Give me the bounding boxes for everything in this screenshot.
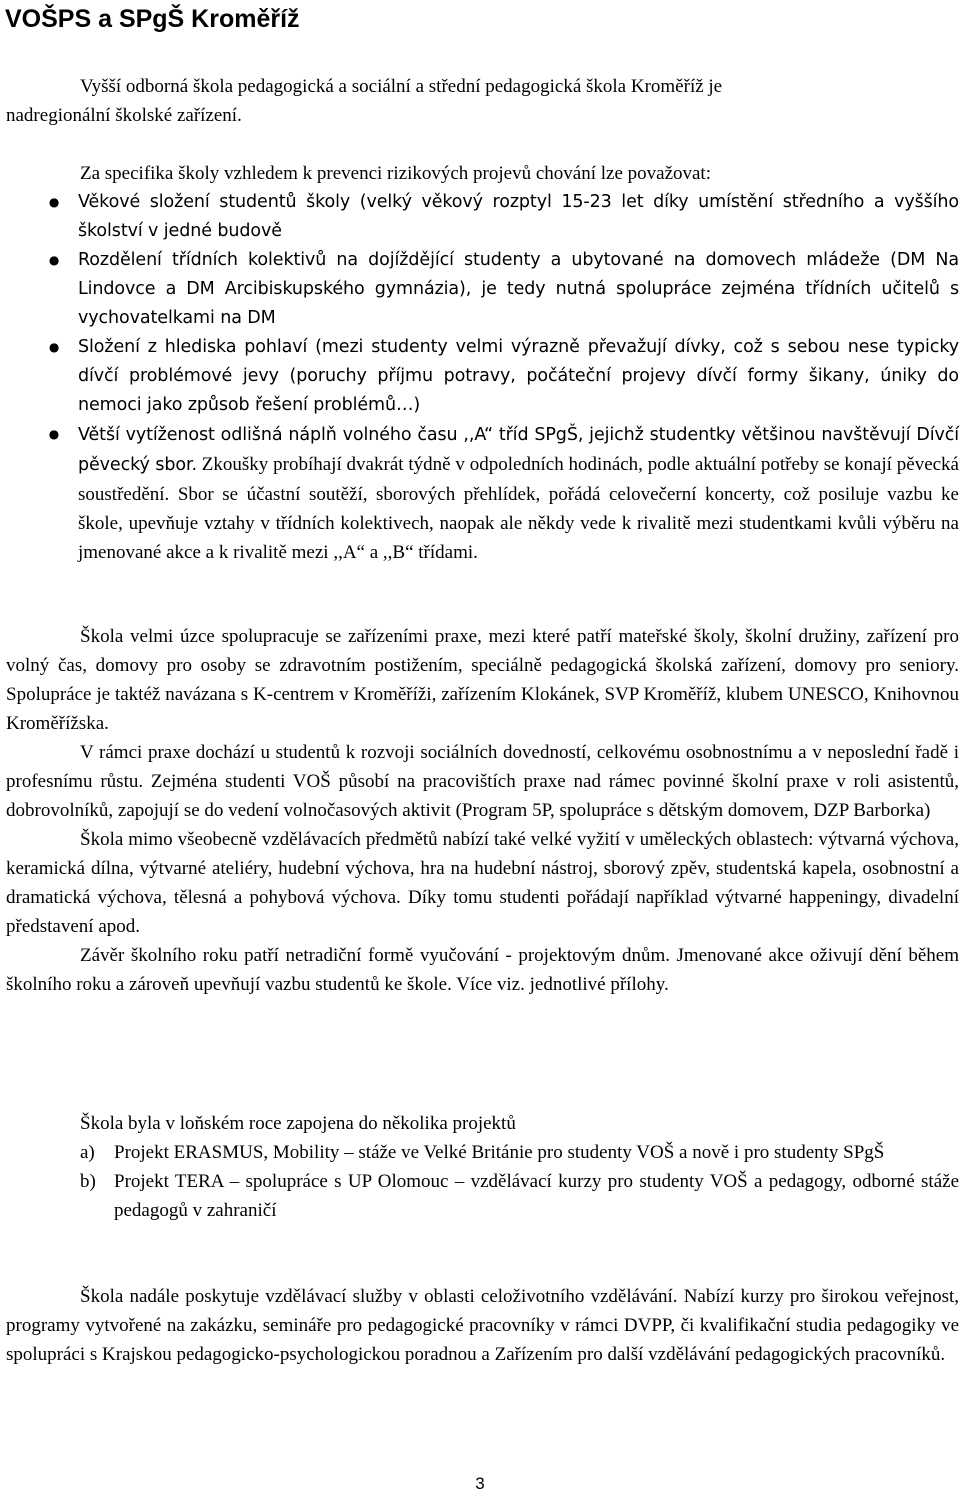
body-section <box>6 622 959 999</box>
list-item <box>44 188 959 246</box>
lifelong-section <box>6 1282 959 1369</box>
bullet-icon: ● <box>48 253 60 267</box>
paragraph-end-of-year: Závěr školního roku patří netradiční formě vyučování - projektovým dnům. Jmenované akce oživují dění během školního roku a zároveň upevňují vazbu studentů ke škole. Více viz. jednotlivé přílohy. <box>6 945 959 995</box>
list-item <box>44 246 959 333</box>
projects-list <box>80 1138 959 1225</box>
bullet-icon: ● <box>48 195 60 209</box>
list-marker: a) <box>80 1142 95 1163</box>
list-item <box>80 1138 959 1167</box>
list-item <box>44 333 959 420</box>
list-item-text: Věkové složení studentů školy (velký věkový rozptyl 15-23 let díky umístění středního a vyššího školství v jedné budově <box>78 192 959 241</box>
list-item <box>80 1167 959 1225</box>
intro-line-2: nadregionální školské zařízení. <box>6 105 242 126</box>
list-marker: b) <box>80 1171 96 1192</box>
specifics-list <box>44 188 959 567</box>
projects-lead: Škola byla v loňském roce zapojena do několika projektů <box>80 1113 516 1134</box>
list-item-text: Projekt TERA – spolupráce s UP Olomouc – vzdělávací kurzy pro studenty VOŠ a pedagogy, odborné stáže pedagogů v zahraničí <box>114 1171 959 1221</box>
page-number: 3 <box>475 1474 485 1493</box>
paragraph-subjects: Škola mimo všeobecně vzdělávacích předmětů nabízí také velké vyžití v uměleckých oblastech: výtvarná výchova, keramická dílna, výtvarné ateliéry, hudební výchova, hra na hudební nástroj, sborový zpěv, studentská kapela, osobnostní a dramatická výchova, tělesná a pohybová výchova. Díky tomu studenti pořádají například výtvarné happeningy, divadelní představení apod. <box>6 829 959 937</box>
intro-line-1: Vyšší odborná škola pedagogická a sociální a střední pedagogická škola Kroměříž je <box>80 76 723 97</box>
bullet-icon: ● <box>48 340 60 354</box>
page-title: VOŠPS a SPgŠ Kroměříž <box>5 5 300 33</box>
paragraph-lifelong-learning: Škola nadále poskytuje vzdělávací služby v oblasti celoživotního vzdělávání. Nabízí kurzy pro širokou veřejnost, programy vytvořené na zakázku, semináře pro pedagogické pracovníky v rámci DVPP, či kvalifikační studia pedagogiky ve spolupráci s Krajskou pedagogicko-psychologickou poradnou a Zařízením pro další vzdělávání pedagogických pracovníků. <box>6 1286 959 1365</box>
list-item-text: Složení z hlediska pohlaví (mezi studenty velmi výrazně převažují dívky, což s sebou nese typicky dívčí problémové jevy (poruchy příjmu potravy, počáteční projevy dívčí formy šikany, úniky do nemoci jako způsob řešení problémů…) <box>78 337 959 415</box>
paragraph-practice: V rámci praxe dochází u studentů k rozvoji sociálních dovedností, celkovému osobnostnímu a v neposlední řadě i profesnímu růstu. Zejména studenti VOŠ působí na pracovištích praxe nad rámec povinné školní praxe v roli asistentů, dobrovolníků, zapojují se do vedení volnočasových aktivit (Program 5P, spolupráce s dětským domovem, DZP Barborka) <box>6 742 959 821</box>
bullet-icon: ● <box>48 427 60 441</box>
list-item-text: Projekt ERASMUS, Mobility – stáže ve Velké Británie pro studenty VOŠ a nově i pro studenty SPgŠ <box>114 1142 885 1163</box>
paragraph-cooperation: Škola velmi úzce spolupracuje se zařízeními praxe, mezi které patří mateřské školy, školní družiny, zařízení pro volný čas, domovy pro osoby se zdravotním postižením, speciálně pedagogická školská zařízení, domovy pro seniory. Spolupráce je taktéž navázana s K-centrem v Kroměříži, zařízením Klokánek, SVP Kroměříž, klubem UNESCO, Knihovnou Kroměřížska. <box>6 626 959 734</box>
list-item <box>44 420 959 567</box>
specifics-lead: Za specifika školy vzhledem k prevenci rizikových projevů chování lze považovat: <box>80 163 711 184</box>
list-item-text: Větší vytíženost odlišná náplň volného času ,,A“ tříd SPgŠ, jejichž studentky většinou navštěvují Dívčí pěvecký sbor. <box>78 425 959 475</box>
list-item-text-continued: Zkoušky probíhají dvakrát týdně v odpoledních hodinách, podle aktuální potřeby se konají pěvecká soustředění. Sbor se účastní soutěží, sborových přehlídek, pořádá celovečerní koncerty, což posiluje vazbu ke škole, upevňuje vztahy v třídních kolektivech, naopak ale někdy vede k rivalitě mezi studentkami kvůli výběru na jmenované akce a k rivalitě mezi ,,A“ a ,,B“ třídami. <box>78 454 959 563</box>
list-item-text: Rozdělení třídních kolektivů na dojíždějící studenty a ubytované na domovech mládeže (DM Na Lindovce a DM Arcibiskupského gymnázia), je tedy nutná spolupráce zejména třídních učitelů s vychovatelkami na DM <box>78 250 959 328</box>
